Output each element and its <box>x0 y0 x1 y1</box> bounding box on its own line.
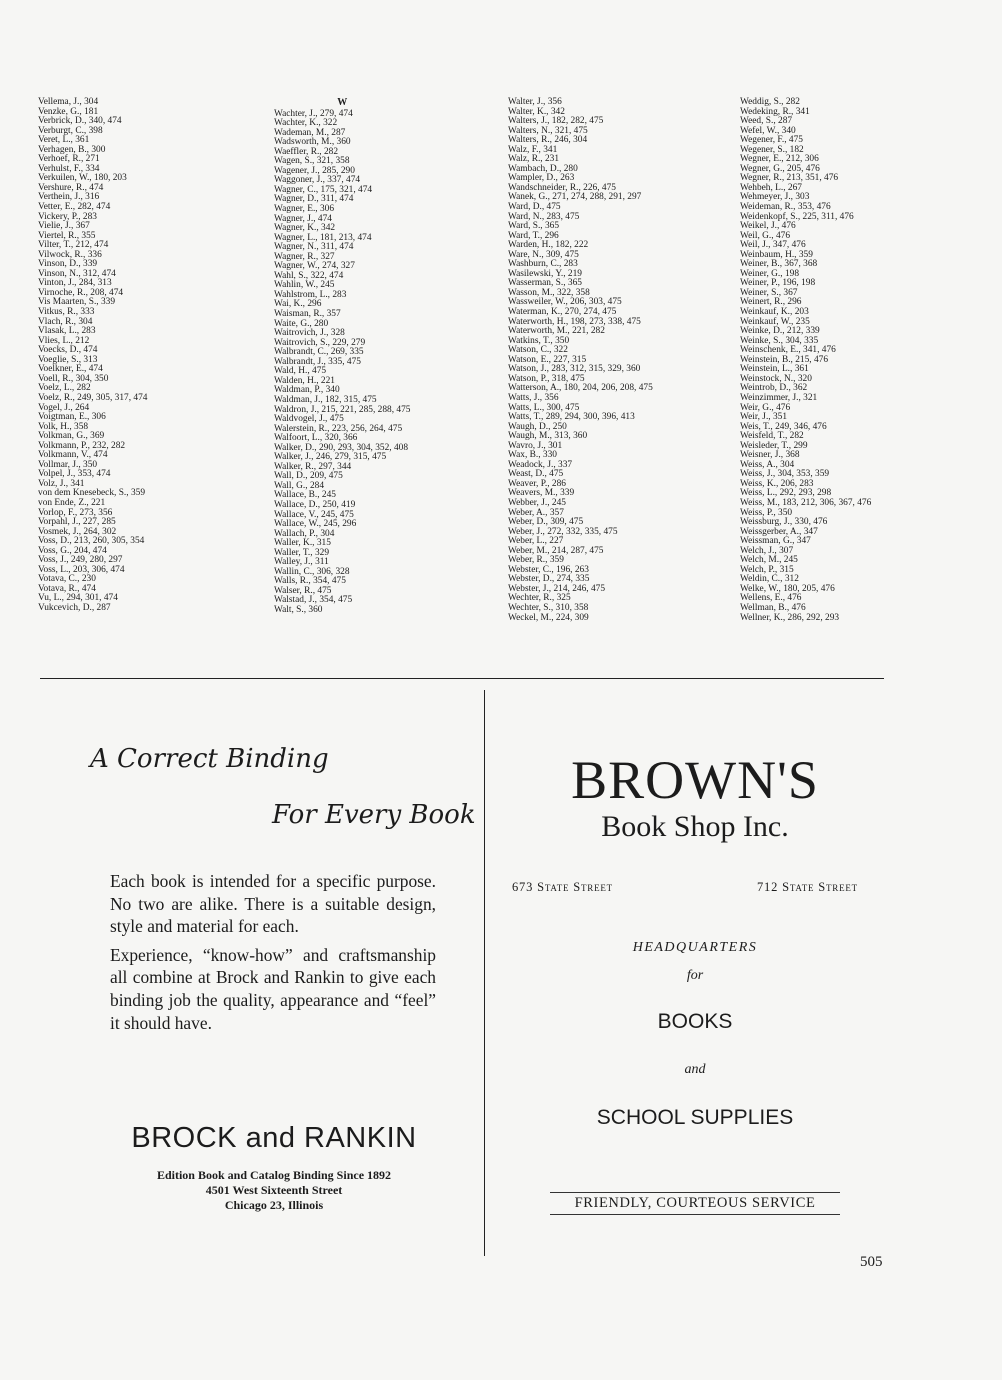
index-entry: Wegener, F., 475 <box>740 135 803 146</box>
index-entry: Weinstock, N., 320 <box>740 373 812 384</box>
index-entry: Waldvogel, J., 475 <box>274 414 344 425</box>
index-entry: Waldron, J., 215, 221, 285, 288, 475 <box>274 404 411 415</box>
index-entry: Weldin, C., 312 <box>740 574 799 585</box>
index-entry: Verkuilen, W., 180, 203 <box>38 173 127 184</box>
index-entry: Walker, D., 290, 293, 304, 352, 408 <box>274 442 409 453</box>
brock-rankin-title: BROCK and RANKIN <box>131 1122 417 1154</box>
index-entry: Voelkner, E., 474 <box>38 364 103 375</box>
index-entry: Vis Maarten, S., 339 <box>38 297 116 308</box>
index-entry: Weisner, J., 368 <box>740 450 800 461</box>
index-entry: Weinstein, B., 215, 476 <box>740 354 829 365</box>
index-entry: Watts, L., 300, 475 <box>508 402 580 413</box>
index-entry: Weber, L., 227 <box>508 536 564 547</box>
index-entry: Weiner, P., 196, 198 <box>740 278 816 289</box>
index-entry: Voecks, D., 474 <box>38 345 98 356</box>
index-column-1 <box>38 98 147 614</box>
index-entry: Watterson, A., 180, 204, 206, 208, 475 <box>508 383 653 394</box>
index-entry: Webster, J., 214, 246, 475 <box>508 583 606 594</box>
index-entry: Watson, E., 227, 315 <box>508 354 587 365</box>
index-entry: Ward, T., 296 <box>508 230 559 241</box>
index-entry: Vu, L., 294, 301, 474 <box>38 593 118 604</box>
index-entry: Weinstein, L., 361 <box>740 364 809 375</box>
binding-ad-paragraph-2: Experience, “know-how” and craftsmanship all combine at Brock and Rankin to give each binding job the quality, appearance and “feel” it should have. <box>110 944 436 1033</box>
index-entry: Walters, N., 321, 475 <box>508 125 588 136</box>
index-entry: Webster, D., 274, 335 <box>508 574 590 585</box>
index-entry: Weber, M., 214, 287, 475 <box>508 545 604 556</box>
index-entry: Weir, J., 351 <box>740 412 788 423</box>
index-entry: Verburgt, C., 398 <box>38 125 103 136</box>
index-entry: Weissgerber, A., 347 <box>740 526 818 537</box>
index-entry: Walser, R., 475 <box>274 585 332 596</box>
browns-address-1: 673 State Street <box>512 880 613 894</box>
index-entry: Weideman, R., 353, 476 <box>740 202 831 213</box>
index-entry: Wechter, R., 325 <box>508 593 571 604</box>
index-entry: Wagner, K., 342 <box>274 223 336 234</box>
index-entry: Walter, J., 356 <box>508 97 562 107</box>
brock-line-tagline: Edition Book and Catalog Binding Since 1892 <box>156 1168 392 1182</box>
index-entry: Ware, N., 309, 475 <box>508 249 579 260</box>
index-entry: Wax, B., 330 <box>508 450 557 461</box>
index-entry: Wallace, B., 245 <box>274 490 336 501</box>
index-entry: Wegner, R., 213, 351, 476 <box>740 173 839 184</box>
index-entry: Waugh, M., 313, 360 <box>508 431 588 442</box>
index-entry: Waugh, D., 250 <box>508 421 567 432</box>
index-entry: Volpel, J., 353, 474 <box>38 469 111 480</box>
index-entry: Wallace, W., 245, 296 <box>274 519 357 530</box>
index-entry: Wellens, E., 476 <box>740 593 802 604</box>
index-entry: Weber, R., 359 <box>508 555 564 566</box>
index-entry: Weber, J., 272, 332, 335, 475 <box>508 526 618 537</box>
index-entry: Voss, L., 203, 306, 474 <box>38 564 125 575</box>
index-entry: Weiss, M., 183, 212, 306, 367, 476 <box>740 497 872 508</box>
index-entry: Watson, C., 322 <box>508 345 568 356</box>
brock-line-city: Chicago 23, Illinois <box>224 1198 324 1212</box>
brock-line-street: 4501 West Sixteenth Street <box>205 1183 343 1197</box>
index-entry: Vilwock, R., 336 <box>38 249 102 260</box>
index-entry: Waterworth, M., 221, 282 <box>508 326 605 337</box>
index-entry: Wagen, S., 321, 358 <box>274 156 350 167</box>
index-entry: Vorlop, F., 273, 356 <box>38 507 113 518</box>
horizontal-divider <box>40 678 884 679</box>
index-entry: Weadock, J., 337 <box>508 459 573 470</box>
browns-subtitle: Book Shop Inc. <box>601 810 789 843</box>
index-entry: Wegner, G., 205, 476 <box>740 163 820 174</box>
binding-slogan-line-2: For Every Book <box>272 800 476 830</box>
index-entry: Wallach, P., 304 <box>274 528 335 539</box>
index-entry: Walters, J., 182, 282, 475 <box>508 116 604 127</box>
index-entry: Walerstein, R., 223, 256, 264, 475 <box>274 423 403 434</box>
index-entry: Wellner, K., 286, 292, 293 <box>740 612 840 623</box>
index-entry: Voelz, R., 249, 305, 317, 474 <box>38 392 148 403</box>
index-entry: Wallace, D., 250, 419 <box>274 499 356 510</box>
index-entry: Wald, H., 475 <box>274 366 327 377</box>
index-entry: Weed, S., 287 <box>740 116 793 127</box>
index-entry: Weiner, S., 367 <box>740 287 798 298</box>
index-entry: Vilter, T., 212, 474 <box>38 240 109 251</box>
index-entry: Walley, J., 311 <box>274 557 329 568</box>
index-entry: Weis, T., 249, 346, 476 <box>740 421 827 432</box>
index-entry: Watkins, T., 350 <box>508 335 570 346</box>
browns-headquarters: HEADQUARTERS <box>632 940 758 955</box>
index-entry: Voss, G., 204, 474 <box>38 545 107 556</box>
index-entry: Weinschenk, E., 341, 476 <box>740 345 836 356</box>
index-entry: Walbrandt, J., 335, 475 <box>274 356 361 367</box>
index-entry: Welch, M., 245 <box>740 555 798 566</box>
index-entry: Wallin, C., 306, 328 <box>274 566 350 577</box>
page-number: 505 <box>860 1254 883 1270</box>
index-entry: Waldman, J., 182, 315, 475 <box>274 394 377 405</box>
index-entry: Vollmar, J., 350 <box>38 459 98 470</box>
index-entry: Walfoort, L., 320, 366 <box>274 433 358 444</box>
index-entry: Wavro, J., 301 <box>508 440 563 451</box>
index-entry: Welke, W., 180, 205, 476 <box>740 583 835 594</box>
index-entry: Vlies, L., 212 <box>38 335 90 346</box>
index-entry: Walls, R., 354, 475 <box>274 576 346 587</box>
index-entry: Watts, T., 289, 294, 300, 396, 413 <box>508 412 635 423</box>
index-entry: Weissburg, J., 330, 476 <box>740 517 828 528</box>
index-entry: Wambach, D., 280 <box>508 163 578 174</box>
index-entry: Wasserman, S., 365 <box>508 278 582 289</box>
index-entry: Watson, P., 318, 475 <box>508 373 585 384</box>
index-entry: Walden, H., 221 <box>274 375 335 386</box>
index-entry: Voss, D., 213, 260, 305, 354 <box>38 536 145 547</box>
index-entry: Waitrovich, J., 328 <box>274 328 345 339</box>
index-entry: Vitkus, R., 333 <box>38 307 95 318</box>
index-entry: Weil, G., 476 <box>740 230 791 241</box>
index-entry: Waisman, R., 357 <box>274 309 341 320</box>
index-entry: Voeglie, S., 313 <box>38 354 98 365</box>
index-entry: Vinton, J., 284, 313 <box>38 278 112 289</box>
index-entry: Weiss, J., 304, 353, 359 <box>740 469 830 480</box>
index-entry: Warden, H., 182, 222 <box>508 240 589 251</box>
index-entry: Weintrob, D., 362 <box>740 383 808 394</box>
index-entry: Wechter, S., 310, 358 <box>508 602 589 613</box>
index-entry: Ward, S., 365 <box>508 221 560 232</box>
index-entry: Volk, H., 358 <box>38 421 89 432</box>
index-entry: Vielie, J., 367 <box>38 221 90 232</box>
index-entry: von dem Knesebeck, S., 359 <box>38 488 146 499</box>
index-entry: Venzke, G., 181 <box>38 106 99 117</box>
brock-rankin-details <box>100 1168 448 1213</box>
index-entry: Weiss, L., 292, 293, 298 <box>740 488 832 499</box>
index-entry: Vellema, J., 304 <box>38 97 99 107</box>
index-letter-heading: W <box>337 97 348 108</box>
index-entry: Vlach, R., 304 <box>38 316 93 327</box>
index-entry: Wehmeyer, J., 303 <box>740 192 810 203</box>
index-entry: Wall, G., 284 <box>274 480 325 491</box>
index-entry: Wassweiler, W., 206, 303, 475 <box>508 297 622 308</box>
index-entry: Wagner, D., 311, 474 <box>274 194 354 205</box>
index-entry: Verthein, J., 316 <box>38 192 100 203</box>
index-entry: Wachter, J., 279, 474 <box>274 108 353 119</box>
index-entry: Weissman, G., 347 <box>740 536 811 547</box>
index-entry: Veret, L., 361 <box>38 135 90 146</box>
index-entry: Walz, F., 341 <box>508 144 558 155</box>
index-entry: Vinson, N., 312, 474 <box>38 268 116 279</box>
index-entry: Wasson, M., 322, 358 <box>508 287 590 298</box>
browns-books: BOOKS <box>657 1010 733 1033</box>
index-entry: Wachter, K., 322 <box>274 118 338 129</box>
index-entry: Walters, R., 246, 304 <box>508 135 588 146</box>
index-entry: Wagner, W., 274, 327 <box>274 261 355 272</box>
index-entry: Wahl, S., 322, 474 <box>274 270 344 281</box>
index-entry: Walker, J., 246, 279, 315, 475 <box>274 452 387 463</box>
index-entry: Waldman, P., 340 <box>274 385 340 396</box>
index-entry: Wandschneider, R., 226, 475 <box>508 182 616 193</box>
index-entry: Weber, A., 357 <box>508 507 564 518</box>
index-entry: Webber, J., 245 <box>508 497 566 508</box>
index-entry: Weiner, G., 198 <box>740 268 800 279</box>
index-entry: Volkmann, V., 474 <box>38 450 108 461</box>
index-entry: Voigtman, E., 306 <box>38 412 106 423</box>
index-entry: Wanek, G., 271, 274, 288, 291, 297 <box>508 192 642 203</box>
index-entry: Wagner, L., 181, 213, 474 <box>274 232 372 243</box>
index-entry: Wegener, S., 182 <box>740 144 804 155</box>
index-entry: Weidenkopf, S., 225, 311, 476 <box>740 211 854 222</box>
index-entry: Voelz, L., 282 <box>38 383 91 394</box>
index-entry: Walt, S., 360 <box>274 604 323 615</box>
index-entry: Verhulst, F., 334 <box>38 163 100 174</box>
index-entry: Weber, D., 309, 475 <box>508 517 584 528</box>
index-entry: Wegner, E., 212, 306 <box>740 154 819 165</box>
binding-slogan-line-1: A Correct Binding <box>90 744 329 774</box>
index-entry: Wampler, D., 263 <box>508 173 575 184</box>
index-entry: Wasilewski, Y., 219 <box>508 268 582 279</box>
index-entry: Welch, J., 307 <box>740 545 794 556</box>
index-entry: Washburn, C., 283 <box>508 259 578 270</box>
index-entry: Weinzimmer, J., 321 <box>740 392 818 403</box>
index-entry: Walker, R., 297, 344 <box>274 461 352 472</box>
index-entry: Volz, J., 341 <box>38 478 85 489</box>
index-entry: Weast, D., 475 <box>508 469 564 480</box>
index-entry: Welch, P., 315 <box>740 564 794 575</box>
index-entry: Waeffler, R., 282 <box>274 146 339 157</box>
index-entry: Vosmek, J., 264, 302 <box>38 526 117 537</box>
index-entry: Webster, C., 196, 263 <box>508 564 589 575</box>
index-entry: Weiner, B., 367, 368 <box>740 259 818 270</box>
index-entry: Weinkauf, K., 203 <box>740 307 809 318</box>
vertical-divider <box>484 690 485 1256</box>
index-entry: Verhagen, B., 300 <box>38 144 106 155</box>
index-entry: Weikel, J., 476 <box>740 221 796 232</box>
index-entry: Weiss, K., 206, 283 <box>740 478 814 489</box>
index-entry: Weinert, R., 296 <box>740 297 802 308</box>
index-entry: Vershure, R., 474 <box>38 182 104 193</box>
index-entry: Weisfeld, T., 282 <box>740 431 804 442</box>
index-entry: Vukcevich, D., 287 <box>38 602 111 613</box>
index-entry: Weinke, D., 212, 339 <box>740 326 820 337</box>
index-entry: Wagner, E., 306 <box>274 204 335 215</box>
index-column-3 <box>508 98 653 623</box>
index-entry: Vinson, D., 339 <box>38 259 98 270</box>
browns-title: BROWN'S <box>571 750 819 810</box>
index-entry: Vetter, E., 282, 474 <box>38 202 111 213</box>
index-entry: Vorpahl, J., 227, 285 <box>38 517 116 528</box>
index-entry: Wagener, J., 285, 290 <box>274 165 355 176</box>
index-entry: Walz, R., 231 <box>508 154 560 165</box>
index-entry: Voss, J., 249, 280, 297 <box>38 555 123 566</box>
index-entry: Vlasak, L., 283 <box>38 326 96 337</box>
index-entry: Wagner, N., 311, 474 <box>274 242 354 253</box>
index-entry: Virnoche, R., 208, 474 <box>38 287 124 298</box>
index-entry: Watson, J., 283, 312, 315, 329, 360 <box>508 364 641 375</box>
index-entry: Watts, J., 356 <box>508 392 559 403</box>
index-entry: Weinkauf, W., 235 <box>740 316 810 327</box>
index-entry: Weisleder, T., 299 <box>740 440 808 451</box>
index-entry: Walbrandt, C., 269, 335 <box>274 347 364 358</box>
index-entry: Wedeking, R., 341 <box>740 106 810 117</box>
index-entry: Votava, R., 474 <box>38 583 96 594</box>
index-entry: Wefel, W., 340 <box>740 125 796 136</box>
index-entry: Weil, J., 347, 476 <box>740 240 806 251</box>
index-entry: Wahlin, W., 245 <box>274 280 335 291</box>
index-entry: Votava, C., 230 <box>38 574 96 585</box>
index-entry: Volkman, G., 369 <box>38 431 105 442</box>
index-entry: Waite, G., 280 <box>274 318 329 329</box>
browns-school-supplies: SCHOOL SUPPLIES <box>596 1106 794 1129</box>
index-entry: Wellman, B., 476 <box>740 602 806 613</box>
index-entry: Wadsworth, M., 360 <box>274 137 351 148</box>
browns-address-2: 712 State Street <box>757 880 858 894</box>
index-entry: Vogel, J., 264 <box>38 402 90 413</box>
binding-ad-paragraph-1: Each book is intended for a specific purpose. No two are alike. There is a suitable design, style and material for each. <box>110 871 436 937</box>
index-entry: Verbrick, D., 340, 474 <box>38 116 122 127</box>
browns-service-banner: FRIENDLY, COURTEOUS SERVICE <box>550 1192 840 1215</box>
index-entry: Wagner, J., 474 <box>274 213 332 224</box>
index-entry: Ward, N., 283, 475 <box>508 211 580 222</box>
index-entry: Weiss, P., 350 <box>740 507 793 518</box>
index-entry: Wai, K., 296 <box>274 299 322 310</box>
index-entry: Voell, R., 304, 350 <box>38 373 109 384</box>
index-entry: Vickery, P., 283 <box>38 211 97 222</box>
index-entry: Waitrovich, S., 229, 279 <box>274 337 366 348</box>
index-entry: Wademan, M., 287 <box>274 127 346 138</box>
index-entry: Volkmann, P., 232, 282 <box>38 440 126 451</box>
index-entry: Viertel, R., 355 <box>38 230 96 241</box>
index-entry: Wahlstrom, L., 283 <box>274 289 347 300</box>
index-entry: Weaver, P., 286 <box>508 478 566 489</box>
browns-and: and <box>684 1062 706 1077</box>
index-entry: Ward, D., 475 <box>508 202 561 213</box>
index-entry: Weavers, M., 339 <box>508 488 575 499</box>
index-entry: Wehbeh, L., 267 <box>740 182 802 193</box>
index-entry: Weckel, M., 224, 309 <box>508 612 589 623</box>
index-entry: Walter, K., 342 <box>508 106 565 117</box>
index-entry: Wagner, C., 175, 321, 474 <box>274 184 373 195</box>
index-entry: Waterworth, H., 198, 273, 338, 475 <box>508 316 641 327</box>
index-column-2 <box>274 98 410 616</box>
index-entry: Walstad, J., 354, 475 <box>274 595 353 606</box>
index-entry: Weinke, S., 304, 335 <box>740 335 819 346</box>
binding-ad-body <box>110 870 436 1040</box>
index-entry: Waller, K., 315 <box>274 538 331 549</box>
index-column-4 <box>740 98 871 623</box>
index-entry: Weiss, A., 304 <box>740 459 795 470</box>
index-entry: Waterman, K., 270, 274, 475 <box>508 307 617 318</box>
index-entry: Verhoef, R., 271 <box>38 154 100 165</box>
index-entry: Wall, D., 209, 475 <box>274 471 343 482</box>
browns-for: for <box>686 968 704 983</box>
index-entry: Weddig, S., 282 <box>740 97 800 107</box>
index-entry: von Ende, Z., 221 <box>38 497 106 508</box>
index-entry: Wallace, V., 245, 475 <box>274 509 354 520</box>
index-entry: Waggoner, J., 337, 474 <box>274 175 361 186</box>
index-entry: Waller, T., 329 <box>274 547 330 558</box>
index-entry: Weinbaum, H., 359 <box>740 249 813 260</box>
index-entry: Wagner, R., 327 <box>274 251 335 262</box>
index-entry: Weir, G., 476 <box>740 402 791 413</box>
